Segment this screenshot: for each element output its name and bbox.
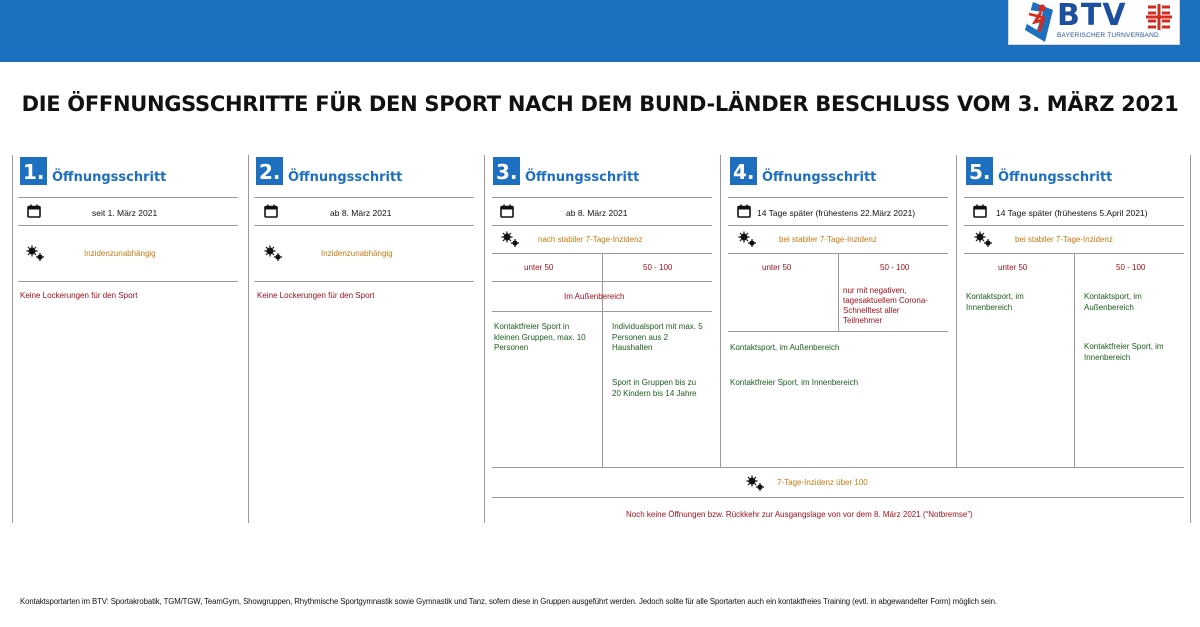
step-title: Öffnungsschritt (525, 170, 640, 185)
calendar-icon (264, 204, 278, 218)
logo-wordmark: BTV (1057, 0, 1127, 33)
over-100-note: Noch keine Öffnungen bzw. Rückkehr zur Ausgangslage von vor dem 8. März 2021 (“Notbremse”) (626, 510, 973, 519)
virus-icon (263, 244, 285, 262)
step-note: Keine Lockerungen für den Sport (20, 291, 138, 300)
step-number: 5. (966, 157, 993, 185)
virus-icon (973, 230, 995, 248)
step-number: 3. (493, 157, 520, 185)
step-date: seit 1. März 2021 (92, 208, 158, 218)
low-text: Kontaktsport, im Innenbereich (966, 292, 1024, 312)
step-title: Öffnungsschritt (762, 170, 877, 185)
incidence-label: nach stabiler 7-Tage-Inzidenz (538, 235, 643, 244)
calendar-icon (737, 204, 751, 218)
row-divider (492, 311, 712, 312)
column-divider (720, 155, 721, 467)
step-title: Öffnungsschritt (52, 170, 167, 185)
step-title: Öffnungsschritt (288, 170, 403, 185)
step-title: Öffnungsschritt (998, 170, 1113, 185)
high-text-1: Kontaktsport, im Außenbereich (1084, 292, 1142, 312)
virus-icon (25, 244, 47, 262)
step-number: 2. (256, 157, 283, 185)
row-divider (728, 253, 948, 254)
row-divider (254, 197, 474, 198)
calendar-icon (27, 204, 41, 218)
virus-icon (500, 230, 522, 248)
range-high: 50 - 100 (1116, 263, 1146, 272)
step-number: 1. (20, 157, 47, 185)
logo-figure-icon (1015, 0, 1055, 44)
step-date: 14 Tage später (frühestens 5.April 2021) (996, 208, 1148, 218)
column-divider (248, 155, 249, 523)
range-low: unter 50 (762, 263, 792, 272)
range-low: unter 50 (524, 263, 554, 272)
column-divider (956, 155, 957, 467)
range-high: 50 - 100 (880, 263, 910, 272)
subcolumn-divider (838, 253, 839, 331)
step-number: 4. (730, 157, 757, 185)
range-high: 50 - 100 (643, 263, 673, 272)
incidence-label: bei stabiler 7-Tage-Inzidenz (779, 235, 877, 244)
row-divider (18, 225, 238, 226)
row-divider (254, 225, 474, 226)
row-divider (492, 281, 712, 282)
low-text: Kontaktfreier Sport in kleinen Gruppen, max. 10 Personen (494, 322, 586, 352)
row-divider (964, 197, 1184, 198)
btv-logo[interactable] (1008, 0, 1180, 45)
high-text-2: Kontaktfreier Sport, im Innenbereich (1084, 342, 1164, 362)
column-divider (1190, 155, 1191, 523)
incidence-label: bei stabiler 7-Tage-Inzidenz (1015, 235, 1113, 244)
row-divider (964, 225, 1184, 226)
logo-subtitle: BAYERISCHER TURNVERBAND (1057, 32, 1159, 39)
page-title: DIE ÖFFNUNGSSCHRITTE FÜR DEN SPORT NACH DEM BUND-LÄNDER BESCHLUSS VOM 3. MÄRZ 2021 (21, 92, 1179, 116)
virus-icon (737, 230, 759, 248)
row-divider (18, 197, 238, 198)
row-divider (492, 253, 712, 254)
row-divider (728, 225, 948, 226)
range-low: unter 50 (998, 263, 1028, 272)
high-text-2: Sport in Gruppen bis zu 20 Kindern bis 14 Jahre (612, 378, 697, 398)
row-divider (728, 197, 948, 198)
step-note: Keine Lockerungen für den Sport (257, 291, 375, 300)
calendar-icon (500, 204, 514, 218)
text-1: Kontaktsport, im Außenbereich (730, 343, 840, 352)
row-divider (964, 253, 1184, 254)
virus-icon (745, 474, 767, 492)
row-divider (492, 467, 1184, 468)
subcolumn-divider (602, 253, 603, 467)
column-divider (484, 155, 485, 523)
incidence-label: Inzidenzunabhängig (321, 249, 393, 258)
incidence-label: Inzidenzunabhängig (84, 249, 156, 258)
step-date: ab 8. März 2021 (566, 208, 628, 218)
column-divider (12, 155, 13, 523)
high-text-1: Individualsport mit max. 5 Personen aus 2 Haushalten (612, 322, 703, 352)
turner-cross-icon (1145, 3, 1173, 31)
high-note: nur mit negativen, tagesaktuellem Corona-Schnelltest aller Teilnehmer (843, 286, 928, 325)
step-date: ab 8. März 2021 (330, 208, 392, 218)
calendar-icon (973, 204, 987, 218)
area-label: Im Außenbereich (564, 292, 625, 301)
row-divider (492, 497, 1184, 498)
row-divider (18, 281, 238, 282)
step-date: 14 Tage später (frühestens 22.März 2021) (757, 208, 916, 218)
subcolumn-divider (1074, 253, 1075, 467)
row-divider (728, 331, 948, 332)
row-divider (492, 197, 712, 198)
row-divider (254, 281, 474, 282)
footnote: Kontaktsportarten im BTV: Sportakrobatik, TGM/TGW, TeamGym, Showgruppen, Rhythmische Sportgymnastik sowie Gymnastik und Tanz, sofern diese in Gruppen ausgeführt werden. Jedoch sollte für alle Sportarten auch ein kontaktfreies Training (evtl. in abgewandelter Form) möglich sein. (20, 597, 997, 606)
text-2: Kontaktfreier Sport, im Innenbereich (730, 378, 859, 387)
row-divider (492, 225, 712, 226)
over-100-label: 7-Tage-Inzidenz über 100 (777, 478, 868, 487)
